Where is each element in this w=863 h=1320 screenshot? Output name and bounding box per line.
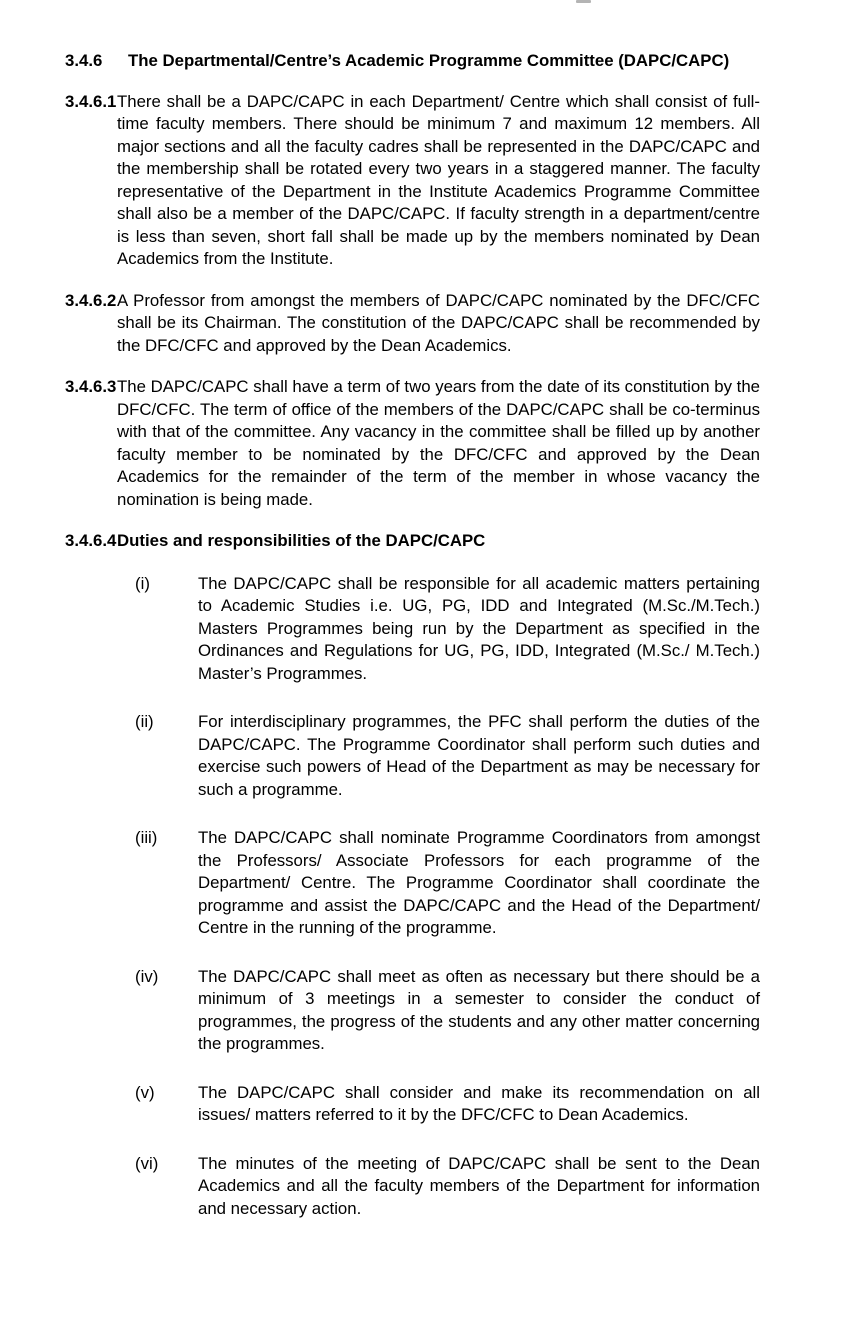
duty-text: The DAPC/CAPC shall meet as often as necessary but there should be a minimum of 3 meetings in a semester to consider the conduct of programmes, the progress of the students and any other matter concerning the programmes. bbox=[198, 966, 760, 1053]
clause-text: The DAPC/CAPC shall have a term of two years from the date of its constitution by the DFC/CFC. The term of office of the members of the DAPC/CAPC shall be co-terminus with that of the committee. Any vacancy in the committee shall be filled up by another faculty member to be nominated by the DFC/CFC and approved by the Dean Academics for the remainder of the term of the member in whose vacancy the nomination is being made. bbox=[117, 377, 760, 509]
duty-item-vi bbox=[135, 1153, 760, 1221]
document-content bbox=[65, 50, 760, 1220]
duty-label: (vi) bbox=[135, 1153, 159, 1173]
subsection-number: 3.4.6.4 bbox=[65, 531, 117, 550]
clause-number: 3.4.6.1 bbox=[65, 91, 117, 111]
duty-text: The minutes of the meeting of DAPC/CAPC shall be sent to the Dean Academics and all the faculty members of the Department for information and necessary action. bbox=[198, 1153, 760, 1218]
clause-text: There shall be a DAPC/CAPC in each Department/ Centre which shall consist of full-time faculty members. There should be minimum 7 and maximum 12 members. All major sections and all the faculty cadres shall be represented in the DAPC/CAPC and the membership shall be rotated every two years in a staggered manner. The faculty representative of the Department in the Institute Academics Programme Committee shall also be a member of the DAPC/CAPC. If faculty strength in a department/centre is less than seven, short fall shall be made up by the members nominated by Dean Academics from the Institute. bbox=[117, 91, 760, 268]
duty-item-i bbox=[135, 573, 760, 686]
duty-text: The DAPC/CAPC shall consider and make its recommendation on all issues/ matters referred to it by the DFC/CFC to Dean Academics. bbox=[198, 1082, 760, 1124]
clause-number: 3.4.6.3 bbox=[65, 377, 117, 396]
duty-item-v bbox=[135, 1082, 760, 1127]
subsection-title: Duties and responsibilities of the DAPC/CAPC bbox=[117, 531, 486, 550]
duty-label: (iv) bbox=[135, 966, 159, 986]
duty-text: The DAPC/CAPC shall be responsible for all academic matters pertaining to Academic Studies i.e. UG, PG, IDD and Integrated (M.Sc./M.Tech.) Masters Programmes being run by the Department as specified in the Ordinances and Regulations for UG, PG, IDD, Integrated (M.Sc./ M.Tech.) Master’s Programmes. bbox=[198, 573, 760, 683]
duty-label: (iii) bbox=[135, 828, 158, 847]
duty-label: (ii) bbox=[135, 712, 154, 731]
clause-3-4-6-3 bbox=[65, 376, 760, 511]
duty-item-iii bbox=[135, 827, 760, 940]
clause-text: A Professor from amongst the members of DAPC/CAPC nominated by the DFC/CFC shall be its Chairman. The constitution of the DAPC/CAPC shall be recommended by the DFC/CFC and approved by the Dean Academics. bbox=[117, 290, 760, 355]
duty-label: (v) bbox=[135, 1082, 155, 1102]
clause-3-4-6-2 bbox=[65, 290, 760, 358]
clause-3-4-6-1 bbox=[65, 91, 760, 271]
section-number: 3.4.6 bbox=[65, 51, 103, 70]
duty-text: The DAPC/CAPC shall nominate Programme Coordinators from amongst the Professors/ Associate Professors for each programme of the Department/ Centre. The Programme Coordinator shall coordinate the programme and assist the DAPC/CAPC and the Head of the Department/ Centre in the running of the programme. bbox=[198, 828, 760, 937]
duty-text: For interdisciplinary programmes, the PFC shall perform the duties of the DAPC/CAPC. The Programme Coordinator shall perform such duties and exercise such powers of Head of the Department as may be necessary for such a programme. bbox=[198, 712, 760, 799]
section-heading bbox=[65, 50, 760, 73]
duty-label: (i) bbox=[135, 573, 150, 593]
subsection-heading bbox=[65, 530, 760, 553]
duty-item-iv bbox=[135, 966, 760, 1056]
section-title: The Departmental/Centre’s Academic Programme Committee (DAPC/CAPC) bbox=[128, 51, 730, 70]
clause-number: 3.4.6.2 bbox=[65, 290, 117, 310]
duty-item-ii bbox=[135, 711, 760, 801]
scan-smudge bbox=[576, 0, 591, 3]
